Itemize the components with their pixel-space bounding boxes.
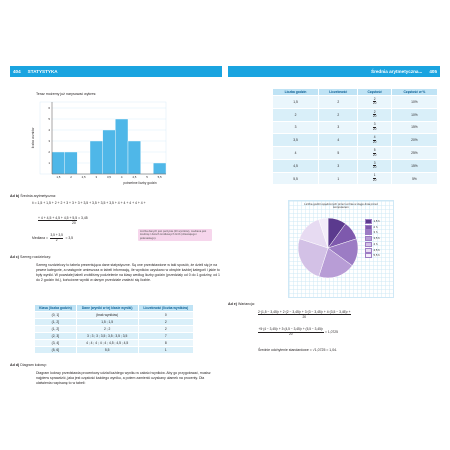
variance-result: = 1,0725 bbox=[325, 330, 338, 335]
table-cell: 5% bbox=[391, 172, 437, 185]
table-cell: 7 bbox=[138, 333, 193, 340]
table-cell: 3,5 bbox=[273, 134, 319, 147]
pie-paragraph: Diagram kołowy przedstawia procentowy udział każdego wyniku w całości wyników. Aby go przygotować, musisz najpierw sprawdzić, jaka jest częstość każdego wyniku, a potem zamienić uzyskany ułamek na procenty. Dla ułatwienia rozpisanę to w tabeli: bbox=[36, 371, 211, 385]
median-note: Liczba danych jest parzysta (20 wyników), mediana jest średnią z dwóch środkowych liczb (dziesiątego i jedenastego). bbox=[138, 229, 212, 241]
frequency-fraction bbox=[358, 134, 391, 147]
table-row bbox=[273, 108, 438, 121]
y-tick-label: 4 bbox=[48, 128, 50, 132]
pie-chart bbox=[293, 213, 363, 283]
y-tick-label: 5 bbox=[48, 117, 50, 121]
chart-bar bbox=[52, 152, 65, 174]
fraction-denominator: 20 bbox=[372, 152, 377, 157]
legend-swatch bbox=[365, 248, 372, 253]
legend-label: 1,5 h bbox=[373, 219, 380, 224]
table-cell: 25% bbox=[391, 147, 437, 160]
median-formula bbox=[32, 234, 73, 242]
x-tick-label: 1,5 bbox=[56, 175, 61, 179]
table-cell: 15% bbox=[391, 121, 437, 134]
table-row bbox=[273, 96, 438, 109]
ad-c-title: Szereg rozdzielczy: bbox=[19, 255, 52, 259]
median-result: = 3,5 bbox=[65, 236, 74, 241]
table-cell: 10% bbox=[391, 96, 437, 109]
mean-denominator: 20 bbox=[72, 221, 76, 225]
section-title: STATYSTYKA bbox=[27, 69, 58, 74]
frequency-fraction bbox=[358, 121, 391, 134]
fraction-numerator: 2 bbox=[373, 109, 376, 114]
chart-bar bbox=[90, 141, 103, 174]
table-header: Częstość bbox=[358, 89, 391, 96]
pie-title: Liczba godzin spędzonych przez ucznia w ciągu dnia przed komputerem bbox=[304, 202, 378, 210]
legend-swatch bbox=[365, 236, 372, 241]
legend-swatch bbox=[365, 253, 372, 258]
ad-d-title: Diagram kołowy: bbox=[20, 363, 47, 367]
ad-d-section bbox=[10, 363, 47, 368]
frequency-fraction bbox=[358, 96, 391, 109]
mean-line1: x̄ = 1,5 + 1,5 + 2 + 2 + 3 + 3 + 3 + 3,5 + 3,5 + 3,5 + 3,5 + 4 + 4 + 4 + 4 + 4 + bbox=[32, 201, 146, 205]
table-cell: (3, 4] bbox=[35, 340, 77, 347]
y-tick-label: 2 bbox=[48, 150, 50, 154]
table-row bbox=[273, 147, 438, 160]
variance-line1 bbox=[258, 310, 351, 319]
table-header: Klasa (liczba godzin) bbox=[35, 305, 77, 312]
frequency-fraction bbox=[358, 108, 391, 121]
table-row bbox=[35, 340, 194, 347]
chart-ylabel: liczba uczniów bbox=[31, 127, 35, 149]
fraction-numerator: 3 bbox=[373, 160, 376, 165]
table-cell: 4 bbox=[319, 134, 358, 147]
chart-bar bbox=[103, 130, 116, 174]
table-header: Częstość w % bbox=[391, 89, 437, 96]
x-tick-label: 5 bbox=[146, 175, 148, 179]
ad-e-label: Ad e) bbox=[228, 302, 237, 306]
mean-line2: + 4 + 4,5 + 4,5 + 4,5 + 5,5 bbox=[38, 216, 78, 220]
legend-swatch bbox=[365, 242, 372, 247]
frequency-fraction bbox=[358, 172, 391, 185]
table-row bbox=[273, 172, 438, 185]
ad-c-label: Ad c) bbox=[10, 255, 19, 259]
table-cell: 1 bbox=[138, 347, 193, 354]
table-cell: 3 bbox=[273, 121, 319, 134]
variance-denominator-2: 20 bbox=[288, 331, 293, 336]
table-cell: 1 bbox=[319, 172, 358, 185]
table-cell: 10% bbox=[391, 108, 437, 121]
legend-label: 5,5 h bbox=[373, 253, 380, 258]
ad-b-title: Średnia arytmetyczna: bbox=[20, 194, 56, 198]
legend-label: 2 h bbox=[373, 224, 378, 229]
fraction-numerator: 2 bbox=[373, 96, 376, 101]
chart-bar bbox=[115, 119, 128, 174]
x-tick-label: 4,5 bbox=[132, 175, 137, 179]
table-cell: (1, 2] bbox=[35, 326, 77, 333]
table-cell: 1,5 ; 1,5 bbox=[76, 319, 138, 326]
table-cell: (2, 3] bbox=[35, 333, 77, 340]
median-denominator: 2 bbox=[55, 237, 58, 242]
x-tick-label: 3 bbox=[95, 175, 98, 179]
table-row bbox=[35, 319, 194, 326]
hours-bar-chart bbox=[30, 100, 170, 190]
page-number: 404 bbox=[13, 69, 21, 74]
ad-b-section bbox=[10, 194, 220, 199]
table-cell: 2 bbox=[319, 108, 358, 121]
distribution-paragraph: Szereg rozdzielczy to tabela prezentująca dane statystyczne. Są one przedstawione w taki sposób, że dzieli się je na pewne kategorie, a następnie umieszcza w tabeli informację, ile wyników uzyskano w obrębie każdej kategorii i jakie to były wyniki. W powstałej tabeli zrobiliśmy podzielenie na klasy według liczby godzin (przedziały od 0 do 1 godziny, od 1 do 2 godzin itd.), końcówne wyniki w danym przedziale znaleźć się liczbie. bbox=[36, 263, 220, 282]
ad-c-section bbox=[10, 255, 51, 260]
pie-legend bbox=[365, 219, 380, 259]
y-tick-label: 3 bbox=[48, 139, 50, 143]
table-cell: (brak wyników) bbox=[76, 312, 138, 319]
table-header: Liczebność (liczba wyników) bbox=[138, 305, 193, 312]
distribution-table bbox=[34, 304, 194, 354]
legend-label: 3,5 h bbox=[373, 236, 380, 241]
ad-e-section bbox=[228, 302, 255, 307]
right-page bbox=[228, 66, 440, 386]
legend-swatch bbox=[365, 219, 372, 224]
fraction-denominator: 20 bbox=[372, 139, 377, 144]
median-label: Mediana = bbox=[32, 236, 48, 241]
table-row bbox=[35, 312, 194, 319]
fraction-numerator: 5 bbox=[373, 147, 376, 152]
table-row bbox=[273, 121, 438, 134]
mean-result: = 3,45 bbox=[78, 216, 88, 220]
table-cell: 4,5 bbox=[273, 159, 319, 172]
median-numerator: 3,5 + 3,5 bbox=[50, 233, 63, 237]
x-tick-label: 4 bbox=[120, 175, 123, 179]
table-row bbox=[273, 134, 438, 147]
legend-label: 3 h bbox=[373, 230, 378, 235]
table-header: Liczebność bbox=[319, 89, 358, 96]
legend-swatch bbox=[365, 225, 372, 230]
table-cell: 5,5 bbox=[76, 347, 138, 354]
table-cell: 5 bbox=[319, 147, 358, 160]
chart-bar bbox=[128, 141, 141, 174]
chart-bar bbox=[153, 163, 166, 174]
fraction-numerator: 1 bbox=[373, 173, 376, 178]
left-page-header bbox=[10, 66, 222, 77]
table-cell: 2 bbox=[138, 326, 193, 333]
y-tick-label: 1 bbox=[48, 161, 50, 165]
frequency-fraction bbox=[358, 159, 391, 172]
y-tick-label: 6 bbox=[48, 106, 50, 110]
ad-d-label: Ad d) bbox=[10, 363, 20, 367]
mean-formula bbox=[32, 201, 146, 205]
fraction-denominator: 20 bbox=[372, 126, 377, 131]
table-cell: (5, 6] bbox=[35, 347, 77, 354]
std-value: √1,0725 ≈ 1,04. bbox=[312, 348, 338, 352]
table-cell: 2 ; 2 bbox=[76, 326, 138, 333]
ad-b-label: Ad b) bbox=[10, 194, 20, 198]
table-cell: 20% bbox=[391, 134, 437, 147]
pie-chart-area bbox=[288, 200, 394, 298]
table-cell: 3 bbox=[319, 121, 358, 134]
table-header: Dane (wyniki w tej klasie wyniki) bbox=[76, 305, 138, 312]
right-page-header bbox=[228, 66, 440, 77]
fraction-numerator: 3 bbox=[373, 122, 376, 127]
table-cell: 4 ; 4 ; 4 ; 4 ; 4 ; 4,5 ; 4,5 ; 4,5 bbox=[76, 340, 138, 347]
fraction-denominator: 20 bbox=[372, 165, 377, 170]
table-row bbox=[35, 333, 194, 340]
table-cell: 0 bbox=[138, 312, 193, 319]
table-cell: 2 bbox=[273, 108, 319, 121]
x-tick-label: 2,5 bbox=[81, 175, 86, 179]
page-number-right: 405 bbox=[429, 69, 437, 74]
table-cell: 4 bbox=[273, 147, 319, 160]
x-tick-label: 5,5 bbox=[157, 175, 162, 179]
table-row bbox=[35, 326, 194, 333]
table-cell: (0, 1] bbox=[35, 312, 77, 319]
legend-item bbox=[365, 253, 380, 259]
fraction-denominator: 20 bbox=[372, 114, 377, 119]
legend-label: 4,5 h bbox=[373, 247, 380, 252]
table-cell: 2 bbox=[138, 319, 193, 326]
table-cell: 1,5 bbox=[273, 96, 319, 109]
ad-e-title: Wariancja: bbox=[237, 302, 255, 306]
std-label: Średnie odchylenie standardowe = bbox=[258, 348, 312, 352]
table-row bbox=[35, 347, 194, 354]
left-page bbox=[10, 66, 222, 386]
chart-bar bbox=[65, 152, 78, 174]
fraction-denominator: 20 bbox=[372, 101, 377, 106]
fraction-denominator: 20 bbox=[372, 178, 377, 183]
section-title-right: Średnia arytmetyczna... bbox=[371, 69, 423, 74]
table-cell: 2 bbox=[319, 96, 358, 109]
fraction-numerator: 4 bbox=[373, 135, 376, 140]
table-cell: 5,5 bbox=[273, 172, 319, 185]
table-cell: (1, 2] bbox=[35, 319, 77, 326]
frequency-fraction bbox=[358, 147, 391, 160]
table-cell: 3 bbox=[319, 159, 358, 172]
variance-line2 bbox=[258, 328, 338, 336]
table-cell: 15% bbox=[391, 159, 437, 172]
std-deviation bbox=[258, 348, 337, 352]
variance-denominator-1: 20 bbox=[302, 315, 307, 319]
table-cell: 8 bbox=[138, 340, 193, 347]
frequency-table bbox=[272, 88, 438, 185]
variance-numerator-2: +5·(4 − 3,45)² + 3·(4,5 − 3,45)² + (5,5 − 3,45)² bbox=[258, 327, 323, 331]
intro-text: Teraz możemy już narysować wykres: bbox=[36, 92, 97, 96]
legend-label: 4 h bbox=[373, 242, 378, 247]
mean-formula-2 bbox=[38, 216, 88, 225]
x-tick-label: 2 bbox=[70, 175, 72, 179]
table-cell: 3 ; 3 ; 3 ; 3,5 ; 3,5 ; 3,5 ; 3,5 bbox=[76, 333, 138, 340]
legend-swatch bbox=[365, 230, 372, 235]
chart-xlabel: potrzebne liczby godzin bbox=[123, 181, 157, 185]
x-tick-label: 3,5 bbox=[106, 175, 112, 179]
table-row bbox=[273, 159, 438, 172]
table-header: Liczba godzin bbox=[273, 89, 319, 96]
variance-numerator-1: 2·(1,5 − 3,45)² + 2·(2 − 3,45)² + 3·(3 − 3,45)² + 4·(3,5 − 3,45)² + bbox=[258, 310, 351, 314]
